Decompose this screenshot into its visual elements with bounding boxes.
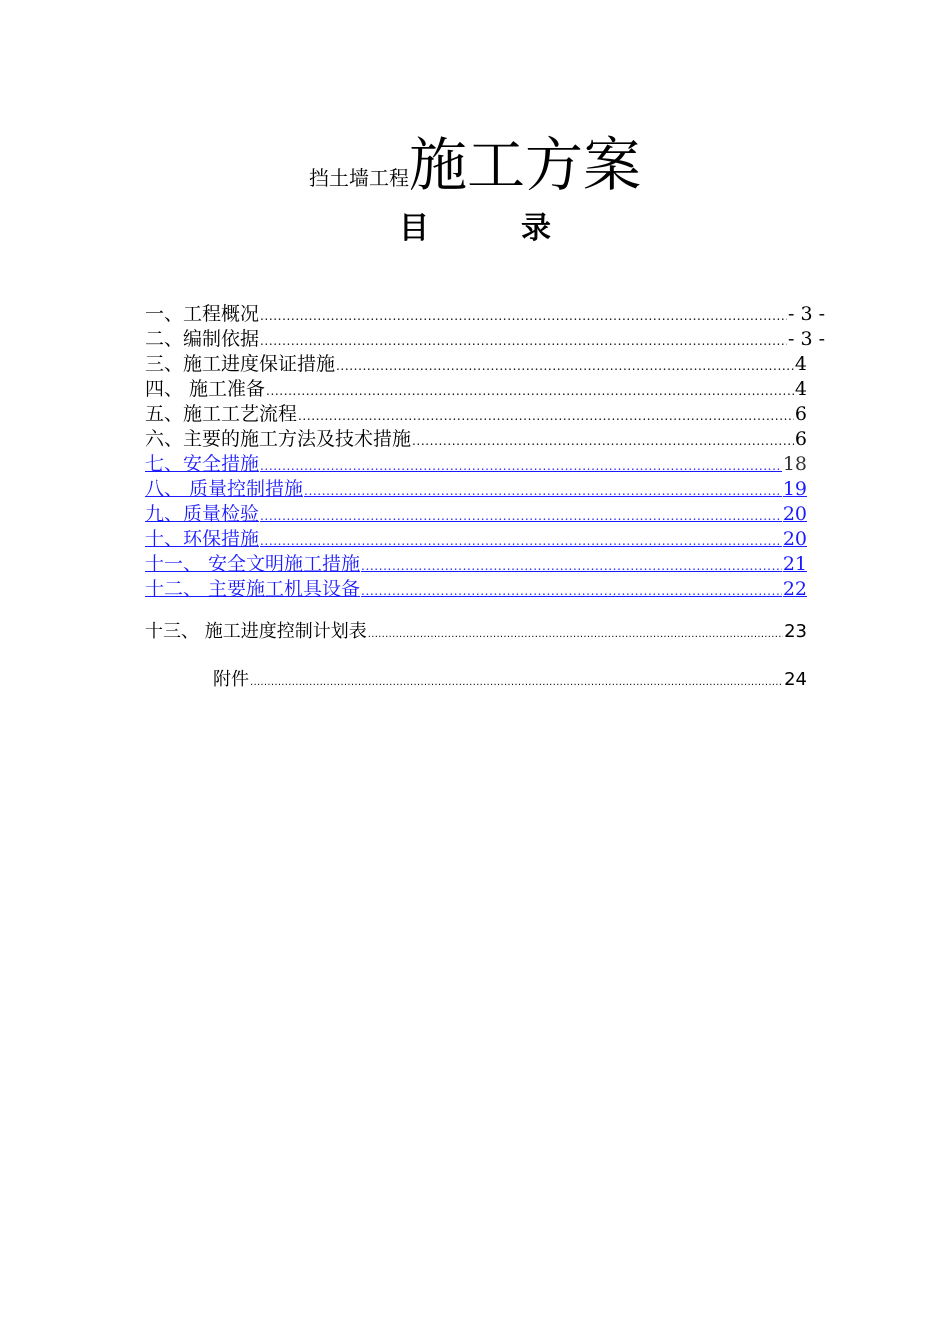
toc-entry-page: 4 xyxy=(794,353,807,375)
toc-entry-label: 五、施工工艺流程 xyxy=(145,403,298,425)
toc-entry-page: 20 xyxy=(782,528,807,550)
toc-entry-page: 6 xyxy=(794,403,807,425)
toc-link-entry[interactable] xyxy=(145,502,807,527)
toc-entry-label: 十一、 安全文明施工措施 xyxy=(145,553,361,575)
document-title xyxy=(0,118,950,202)
toc-entry[interactable] xyxy=(145,352,807,377)
toc-entry[interactable] xyxy=(145,619,807,644)
toc-link-entry[interactable] xyxy=(145,477,807,502)
toc-entry-page: - 3 - xyxy=(787,328,825,350)
toc-entry-page: - 3 - xyxy=(787,303,825,325)
toc-entry-page: 22 xyxy=(782,578,807,600)
toc-entry-label: 四、 施工准备 xyxy=(145,378,266,400)
toc-leader-dots xyxy=(260,329,787,354)
toc-entry-page: 19 xyxy=(782,478,807,500)
toc-heading-char-2: 录 xyxy=(521,211,551,246)
toc-link-entry[interactable] xyxy=(145,577,807,602)
table-of-contents xyxy=(145,302,825,692)
toc-leader-dots xyxy=(260,304,787,329)
toc-entry[interactable] xyxy=(145,327,825,352)
toc-entry[interactable] xyxy=(145,377,807,402)
toc-heading-char-1: 目 xyxy=(399,211,429,246)
toc-entry[interactable] xyxy=(145,402,807,427)
toc-entry-page: 21 xyxy=(782,553,807,575)
toc-leader-dots xyxy=(304,479,782,504)
toc-leader-dots xyxy=(361,554,782,579)
title-main: 施工方案 xyxy=(408,131,641,199)
toc-leader-dots xyxy=(361,579,782,604)
toc-leader-dots xyxy=(336,354,794,379)
toc-entry-label: 六、主要的施工方法及技术措施 xyxy=(145,428,412,450)
toc-entry-label: 九、质量检验 xyxy=(145,503,260,525)
toc-entry-page: 6 xyxy=(794,428,807,450)
toc-entry-label: 一、工程概况 xyxy=(145,303,260,325)
toc-entry[interactable] xyxy=(145,427,807,452)
toc-entry-label: 七、安全措施 xyxy=(145,453,260,475)
toc-entry[interactable] xyxy=(145,667,807,692)
toc-entry-page: 18 xyxy=(782,453,807,475)
toc-leader-dots xyxy=(368,622,783,647)
toc-entry-page: 20 xyxy=(782,503,807,525)
toc-entry-label: 十三、 施工进度控制计划表 xyxy=(145,621,367,642)
toc-leader-dots xyxy=(260,504,782,529)
toc-entry-label: 附件 xyxy=(213,669,249,690)
toc-entry-page: 4 xyxy=(794,378,807,400)
toc-entry-label: 八、 质量控制措施 xyxy=(145,478,304,500)
toc-entry-label: 二、编制依据 xyxy=(145,328,260,350)
toc-leader-dots xyxy=(298,404,794,429)
toc-heading xyxy=(0,203,950,247)
toc-entry-page: 23 xyxy=(784,621,807,642)
title-prefix: 挡土墙工程 xyxy=(308,166,409,190)
toc-leader-dots xyxy=(260,529,782,554)
toc-leader-dots xyxy=(250,670,783,695)
toc-leader-dots xyxy=(412,429,794,454)
toc-link-entry[interactable] xyxy=(145,552,807,577)
toc-entry-label: 十二、 主要施工机具设备 xyxy=(145,578,361,600)
toc-entry-page: 24 xyxy=(784,669,807,690)
toc-leader-dots xyxy=(260,454,782,479)
toc-entry[interactable] xyxy=(145,302,825,327)
toc-entry-label: 三、施工进度保证措施 xyxy=(145,353,336,375)
toc-link-entry[interactable] xyxy=(145,452,807,477)
toc-leader-dots xyxy=(266,379,794,404)
toc-entry-label: 十、环保措施 xyxy=(145,528,260,550)
toc-link-entry[interactable] xyxy=(145,527,807,552)
